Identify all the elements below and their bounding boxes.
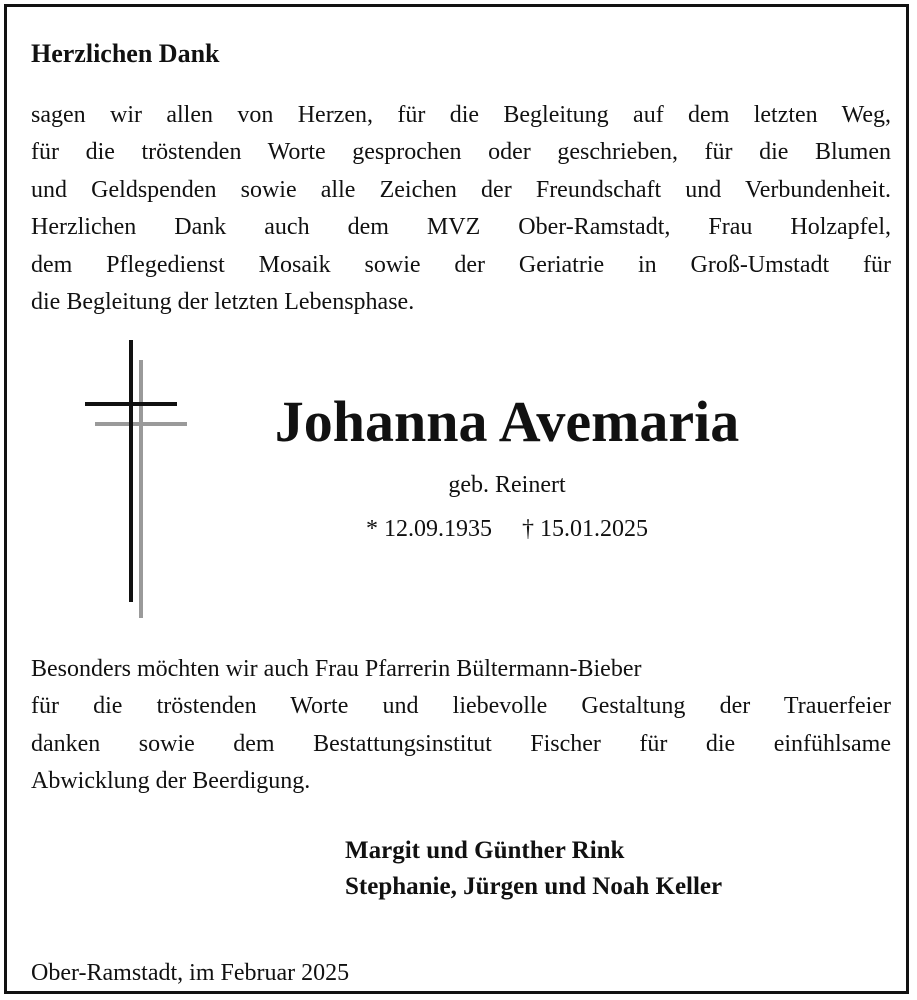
cross-shadow-vertical <box>139 360 143 618</box>
place-date: Ober-Ramstadt, im Februar 2025 <box>31 960 350 986</box>
life-dates <box>207 513 807 545</box>
intro-line: und Geldspenden sowie alle Zeichen der Freundschaft und Verbundenheit. <box>31 176 891 203</box>
birth-date: * 12.09.1935 <box>366 516 492 542</box>
intro-line: Herzlichen Dank auch dem MVZ Ober-Ramstadt, Frau Holzapfel, <box>31 214 891 241</box>
obituary-notice <box>4 4 909 994</box>
special-thanks-paragraph <box>31 651 891 801</box>
special-thanks-line: für die tröstenden Worte und liebevolle Gestaltung der Trauerfeier <box>31 693 891 720</box>
special-thanks-line: Abwicklung der Beerdigung. <box>31 768 311 795</box>
cross-horizontal <box>85 402 177 406</box>
maiden-name: geb. Reinert <box>448 472 566 498</box>
intro-line: dem Pflegedienst Mosaik sowie der Geriatrie in Groß-Umstadt für <box>31 251 891 278</box>
special-thanks-line: Besonders möchten wir auch Frau Pfarrerin Bültermann-Bieber <box>31 656 642 682</box>
intro-line: für die tröstenden Worte gesprochen oder geschrieben, für die Blumen <box>31 139 891 166</box>
intro-line: sagen wir allen von Herzen, für die Begleitung auf dem letzten Weg, <box>31 102 891 128</box>
notice-heading: Herzlichen Dank <box>31 39 220 68</box>
intro-line: die Begleitung der letzten Lebensphase. <box>31 289 415 316</box>
signatory-line: Margit und Günther Rink <box>345 837 625 864</box>
cross-shadow-horizontal <box>95 422 187 426</box>
signatory-line: Stephanie, Jürgen und Noah Keller <box>345 873 723 900</box>
cross-icon <box>85 340 195 620</box>
intro-paragraph <box>31 97 891 321</box>
death-date: † 15.01.2025 <box>522 516 648 542</box>
cross-vertical <box>129 340 133 602</box>
signatories <box>345 833 722 905</box>
deceased-name: Johanna Avemaria <box>274 389 740 454</box>
special-thanks-line: danken sowie dem Bestattungsinstitut Fischer für die einfühlsame <box>31 730 891 757</box>
